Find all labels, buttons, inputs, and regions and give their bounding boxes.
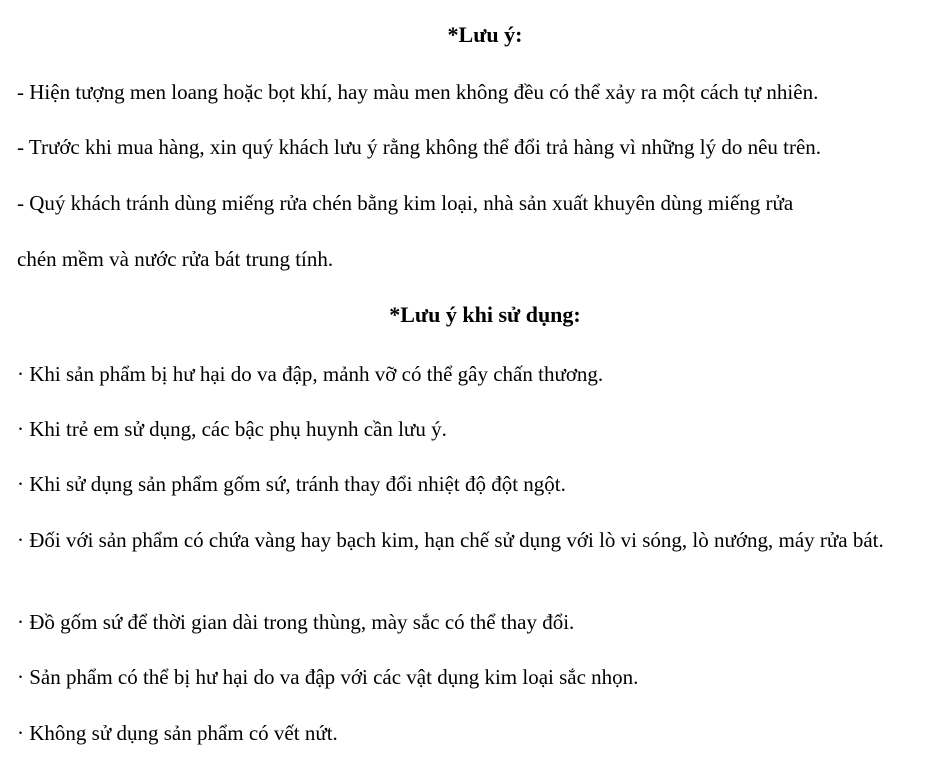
note-item-metal-scrubber: - Quý khách tránh dùng miếng rửa chén bằng kim loại, nhà sản xuất khuyên dùng miếng rửa [17,191,794,215]
note-item-no-return: - Trước khi mua hàng, xin quý khách lưu ý rằng không thể đổi trả hàng vì những lý do nêu trên. [17,135,822,159]
usage-item-color-change: · Đồ gốm sứ để thời gian dài trong thùng, mày sắc có thể thay đổi. [17,610,575,634]
usage-item-temperature: · Khi sử dụng sản phẩm gốm sứ, tránh thay đổi nhiệt độ đột ngột. [17,472,566,496]
note-item-metal-scrubber-continued: chén mềm và nước rửa bát trung tính. [17,247,334,271]
usage-item-sharp-metal: · Sản phẩm có thể bị hư hại do va đập với các vật dụng kim loại sắc nhọn. [17,665,639,689]
notes-heading: *Lưu ý: [447,22,523,47]
usage-item-children: · Khi trẻ em sử dụng, các bậc phụ huynh cần lưu ý. [17,417,447,441]
usage-item-cracks: · Không sử dụng sản phẩm có vết nứt. [17,721,338,745]
usage-heading: *Lưu ý khi sử dụng: [389,302,581,327]
note-item-natural-glaze: - Hiện tượng men loang hoặc bọt khí, hay màu men không đều có thể xảy ra một cách tự nhiên. [17,80,819,104]
usage-item-gold-platinum: · Đối với sản phẩm có chứa vàng hay bạch kim, hạn chế sử dụng với lò vi sóng, lò nướng, máy rửa bát. [17,528,884,552]
usage-item-shards: · Khi sản phẩm bị hư hại do va đập, mảnh vỡ có thể gây chấn thương. [17,362,604,386]
